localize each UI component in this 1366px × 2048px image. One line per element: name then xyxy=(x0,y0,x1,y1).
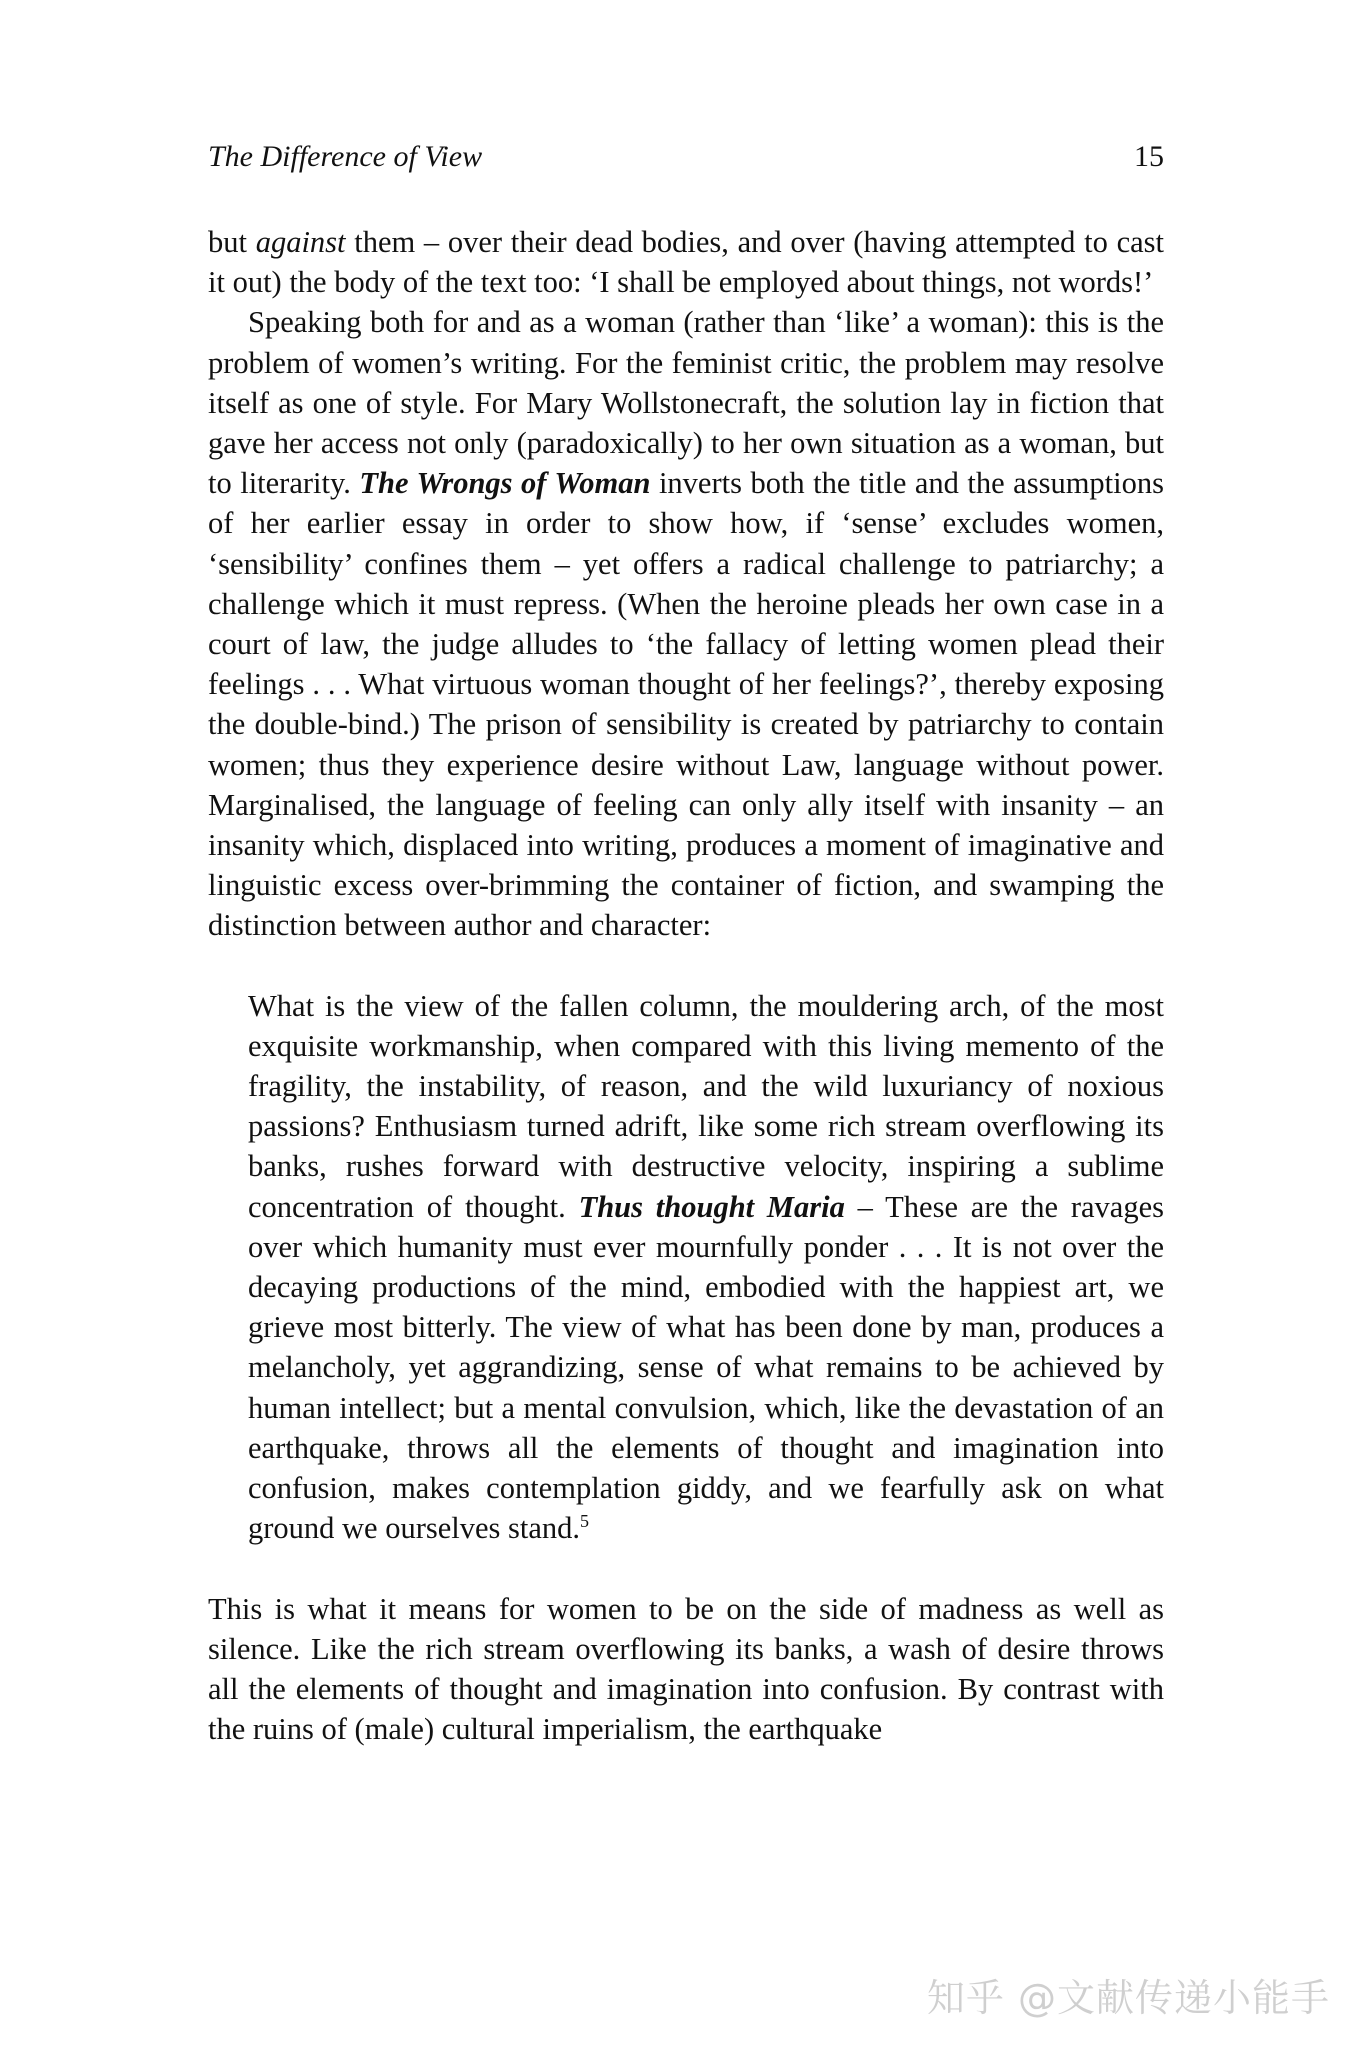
emphasis-against: against xyxy=(255,225,346,259)
work-title: The Wrongs of Woman xyxy=(359,466,651,501)
body-text xyxy=(208,222,1164,946)
book-page xyxy=(208,140,1164,1749)
paragraph-continued: but against them – over their dead bodies, and over (having attempted to cast it out) the body of the text too: ‘I shall be employed about things, not words!’ xyxy=(208,225,1164,300)
footnote-reference: 5 xyxy=(580,1511,590,1532)
body-text-continued xyxy=(208,1589,1164,1750)
paragraph-women-writing: Speaking both for and as a woman (rather than ‘like’ a woman): this is the problem of women’s writing. For the feminist critic, the problem may resolve itself as one of style. For Mary Wollstonecraft, the solution lay in fiction that gave her access not only (paradoxically) to her own situation as a woman, but to literarity. The Wrongs of Woman inverts both the title and the assumptions of her earlier essay in order to show how, if ‘sense’ excludes women, ‘sensibility’ confines them – yet offers a radical challenge to patriarchy; a challenge which it must repress. (When the heroine pleads her own case in a court of law, the judge alludes to ‘the fallacy of letting women plead their feelings . . . What virtuous woman thought of her feelings?’, thereby exposing the double-bind.) The prison of sensibility is created by patriarchy to contain women; thus they experience desire without Law, language without power. Marginalised, the language of feeling can only ally itself with insanity – an insanity which, displaced into writing, produces a moment of imaginative and linguistic excess over-brimming the container of fiction, and swamping the distinction between author and character: xyxy=(208,305,1164,943)
block-quote: What is the view of the fallen column, the mouldering arch, of the most exquisite workmanship, when compared with this living memento of the fragility, the instability, of reason, and the wild luxuriancy of noxious passions? Enthusiasm turned adrift, like some rich stream overflowing its banks, rushes forward with destructive velocity, inspiring a sublime concentration of thought. Thus thought Maria – These are the ravages over which humanity must ever mournfully ponder . . . It is not over the decaying productions of the mind, embodied with the happiest art, we grieve most bitterly. The view of what has been done by man, produces a melancholy, yet aggrandizing, sense of what remains to be achieved by human intellect; but a mental convulsion, which, like the devastation of an earthquake, throws all the elements of thought and imagination into confusion, makes contemplation giddy, and we fearfully ask on what ground we ourselves stand.$^5$ xyxy=(248,988,1164,1546)
running-header xyxy=(208,140,1164,184)
quote-emphasis: Thus thought Maria xyxy=(578,1189,845,1224)
running-title: The Difference of View xyxy=(208,140,483,173)
watermark: 知乎 @文献传递小能手 xyxy=(926,1976,1330,2020)
page-number: 15 xyxy=(1134,140,1164,173)
paragraph-madness: This is what it means for women to be on the side of madness as well as silence. Like the rich stream overflowing its banks, a wash of desire throws all the elements of thought and imagination into confusion. By contrast with the ruins of (male) cultural imperialism, the earthquake xyxy=(208,1591,1164,1747)
